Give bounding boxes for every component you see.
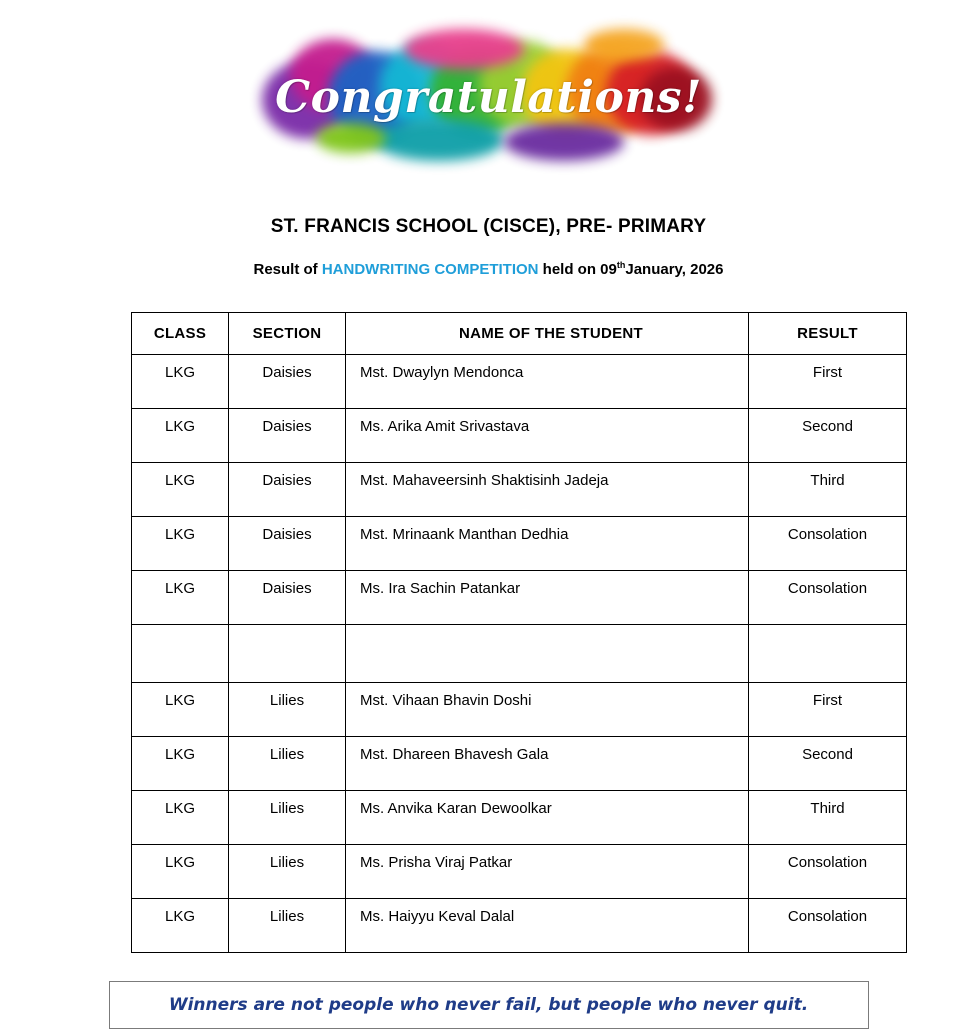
cell-section: Lilies xyxy=(229,737,346,791)
cell-class: LKG xyxy=(132,571,229,625)
cell-class: LKG xyxy=(132,463,229,517)
cell-result: Consolation xyxy=(749,517,907,571)
table-row xyxy=(132,463,907,517)
cell-result: Second xyxy=(749,409,907,463)
table-row xyxy=(132,899,907,953)
cell-section: Lilies xyxy=(229,683,346,737)
cell-class: LKG xyxy=(132,737,229,791)
table-row-spacer xyxy=(132,625,907,683)
date-text: January, 2026 xyxy=(625,261,724,278)
column-header-class: CLASS xyxy=(132,313,229,355)
congratulations-banner xyxy=(0,0,977,160)
cell-name: Ms. Anvika Karan Dewoolkar xyxy=(346,791,749,845)
cell-result: First xyxy=(749,355,907,409)
table-row xyxy=(132,683,907,737)
splat-orange-accent xyxy=(584,29,664,61)
splat-teal-bottom xyxy=(374,119,504,161)
cell-class: LKG xyxy=(132,683,229,737)
cell-section: Daisies xyxy=(229,463,346,517)
result-subtitle xyxy=(0,260,977,278)
table-row xyxy=(132,409,907,463)
quote-text: Winners are not people who never fail, but people who never quit. xyxy=(168,995,809,1015)
banner-graphic xyxy=(254,27,724,167)
held-on-text: held on 09 xyxy=(538,261,617,278)
cell-name: Mst. Mahaveersinh Shaktisinh Jadeja xyxy=(346,463,749,517)
banner-text: Congratulations! xyxy=(275,71,702,123)
table-row xyxy=(132,355,907,409)
cell-result xyxy=(749,625,907,683)
cell-section: Daisies xyxy=(229,355,346,409)
results-table-container xyxy=(131,312,868,953)
cell-result: Consolation xyxy=(749,845,907,899)
cell-name xyxy=(346,625,749,683)
cell-section: Daisies xyxy=(229,571,346,625)
cell-class xyxy=(132,625,229,683)
splat-pink-top xyxy=(404,29,524,69)
cell-name: Mst. Vihaan Bhavin Doshi xyxy=(346,683,749,737)
table-row xyxy=(132,571,907,625)
cell-class: LKG xyxy=(132,791,229,845)
cell-result: First xyxy=(749,683,907,737)
table-header-row xyxy=(132,313,907,355)
table-row xyxy=(132,845,907,899)
column-header-result: RESULT xyxy=(749,313,907,355)
cell-result: Third xyxy=(749,463,907,517)
cell-section xyxy=(229,625,346,683)
cell-class: LKG xyxy=(132,517,229,571)
cell-result: Consolation xyxy=(749,571,907,625)
date-ordinal: th xyxy=(616,260,626,270)
cell-name: Mst. Mrinaank Manthan Dedhia xyxy=(346,517,749,571)
table-header xyxy=(132,313,907,355)
table-row xyxy=(132,737,907,791)
cell-section: Lilies xyxy=(229,845,346,899)
splat-lime-accent xyxy=(316,123,386,153)
cell-class: LKG xyxy=(132,845,229,899)
table-row xyxy=(132,517,907,571)
results-table xyxy=(131,312,907,953)
cell-class: LKG xyxy=(132,899,229,953)
cell-name: Mst. Dhareen Bhavesh Gala xyxy=(346,737,749,791)
column-header-name: NAME OF THE STUDENT xyxy=(346,313,749,355)
cell-section: Lilies xyxy=(229,899,346,953)
column-header-section: SECTION xyxy=(229,313,346,355)
table-row xyxy=(132,791,907,845)
cell-section: Lilies xyxy=(229,791,346,845)
cell-class: LKG xyxy=(132,355,229,409)
cell-class: LKG xyxy=(132,409,229,463)
cell-result: Consolation xyxy=(749,899,907,953)
cell-section: Daisies xyxy=(229,409,346,463)
cell-name: Ms. Ira Sachin Patankar xyxy=(346,571,749,625)
cell-result: Third xyxy=(749,791,907,845)
splat-violet-bottom xyxy=(504,123,624,161)
cell-result: Second xyxy=(749,737,907,791)
table-body xyxy=(132,355,907,953)
page-title: ST. FRANCIS SCHOOL (CISCE), PRE- PRIMARY xyxy=(270,216,707,237)
cell-name: Ms. Prisha Viraj Patkar xyxy=(346,845,749,899)
cell-name: Mst. Dwaylyn Mendonca xyxy=(346,355,749,409)
cell-section: Daisies xyxy=(229,517,346,571)
competition-name: HANDWRITING COMPETITION xyxy=(321,261,539,278)
quote-box xyxy=(109,981,869,1029)
result-prefix: Result of xyxy=(253,261,322,278)
cell-name: Ms. Arika Amit Srivastava xyxy=(346,409,749,463)
cell-name: Ms. Haiyyu Keval Dalal xyxy=(346,899,749,953)
